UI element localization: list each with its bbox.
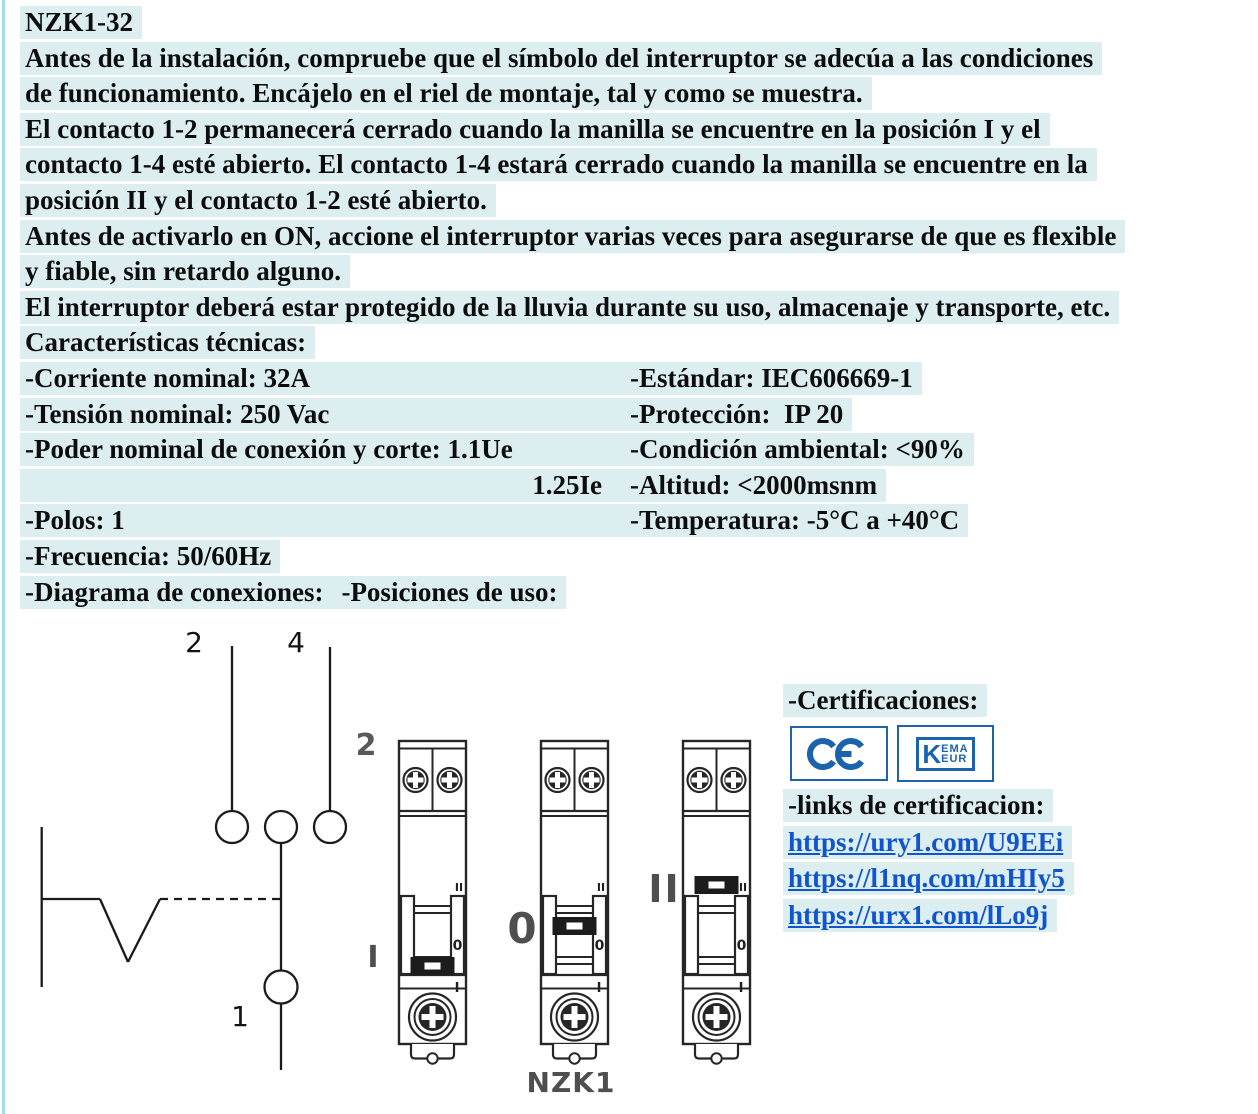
- spec-right: -Temperatura: -5°C a +40°C: [630, 505, 960, 536]
- page-title-line: [20, 5, 1125, 41]
- kema-keur-logo: [897, 725, 994, 782]
- frequency-spec: -Frecuencia: 50/60Hz: [20, 540, 280, 573]
- certification-link-line: [783, 897, 1074, 933]
- links-heading-line: [783, 787, 1074, 823]
- contact-2-circle: [216, 811, 248, 843]
- certification-link-2[interactable]: https://l1nq.com/mHIy5: [788, 863, 1065, 894]
- paragraph-line: Antes de la instalación, compruebe que el símbolo del interruptor se adecúa a las condiciones: [20, 41, 1125, 77]
- text-block: [20, 5, 1125, 610]
- paragraph-line: contacto 1-4 esté abierto. El contacto 1-4 estará cerrado cuando la manilla se encuentre en la: [20, 147, 1125, 183]
- certifications-heading: -Certificaciones:: [783, 684, 987, 717]
- certification-link-line: [783, 860, 1074, 896]
- spec-left: -Poder nominal de conexión y corte: 1.1Ue: [25, 434, 513, 465]
- spec-left: -Corriente nominal: 32A: [25, 362, 310, 393]
- breaker-positions-figure: [350, 720, 780, 1110]
- spec-row: [20, 539, 1125, 575]
- spec-row: [20, 397, 1125, 433]
- certification-logos: [790, 725, 1074, 782]
- certification-link-1[interactable]: https://ury1.com/U9EEi: [788, 826, 1064, 857]
- spec-left: -Tensión nominal: 250 Vac: [25, 398, 330, 429]
- left-edge-line: [2, 0, 5, 1114]
- breaker-caption: NZK1: [526, 1066, 616, 1099]
- paragraph-line: posición II y el contacto 1-2 esté abierto.: [20, 183, 1125, 219]
- certifications-heading-line: [783, 682, 1074, 718]
- positions-label: -Posiciones de uso:: [341, 576, 558, 607]
- breaker-position-0-drawing: [541, 741, 608, 1064]
- spec-row: [20, 361, 1125, 397]
- spec-left: 1.25Ie: [532, 469, 602, 500]
- section-heading-line: [20, 325, 1125, 361]
- spec-row: [20, 575, 1125, 611]
- breaker-terminal-label-2: 2: [355, 728, 377, 763]
- links-heading: -links de certificacion:: [783, 789, 1053, 822]
- paragraph-line: El interruptor deberá estar protegido de la lluvia durante su uso, almacenaje y transporte, etc.: [20, 290, 1125, 326]
- connection-diagram-figure: [20, 612, 380, 1082]
- contact-1-circle: [265, 971, 298, 1004]
- certification-link-3[interactable]: https://urx1.com/lLo9j: [788, 899, 1049, 930]
- terminal-label-2: 2: [185, 626, 203, 659]
- section-heading: Características técnicas:: [20, 326, 315, 359]
- position-label-II: II: [648, 867, 681, 911]
- paragraph-line: y fiable, sin retardo alguno.: [20, 254, 1125, 290]
- spec-row: [20, 468, 1125, 504]
- paragraph-line: Antes de activarlo en ON, accione el interruptor varias veces para asegurarse de que es flexible: [20, 219, 1125, 255]
- spec-right: -Protección: IP 20: [630, 398, 844, 429]
- position-label-I: I: [367, 940, 379, 975]
- terminal-label-1: 1: [231, 1000, 249, 1033]
- ce-mark-icon: [807, 736, 871, 772]
- spec-row: [20, 503, 1125, 539]
- spec-right: -Condición ambiental: <90%: [630, 434, 965, 465]
- certification-link-line: [783, 824, 1074, 860]
- ce-mark-logo: [790, 726, 888, 781]
- kema-keur-icon: K EMA EUR: [916, 737, 974, 771]
- page-title: NZK1-32: [20, 6, 142, 39]
- spec-right: -Altitud: <2000msnm: [630, 469, 878, 500]
- paragraph-line: de funcionamiento. Encájelo en el riel de montaje, tal y como se muestra.: [20, 76, 1125, 112]
- spec-left: -Polos: 1: [25, 505, 125, 536]
- breaker-position-I-drawing: [399, 741, 466, 1064]
- spec-right: -Estándar: IEC606669-1: [630, 362, 913, 393]
- certifications-panel: [783, 682, 1074, 933]
- paragraph-line: El contacto 1-2 permanecerá cerrado cuando la manilla se encuentre en la posición I y el: [20, 112, 1125, 148]
- breaker-position-II-drawing: [683, 741, 750, 1064]
- diagram-label: -Diagrama de conexiones:: [25, 576, 324, 607]
- position-label-0: 0: [507, 904, 537, 953]
- contact-4-circle: [314, 811, 346, 843]
- contact-common-circle: [265, 811, 297, 843]
- spec-row: [20, 432, 1125, 468]
- terminal-label-4: 4: [287, 626, 305, 659]
